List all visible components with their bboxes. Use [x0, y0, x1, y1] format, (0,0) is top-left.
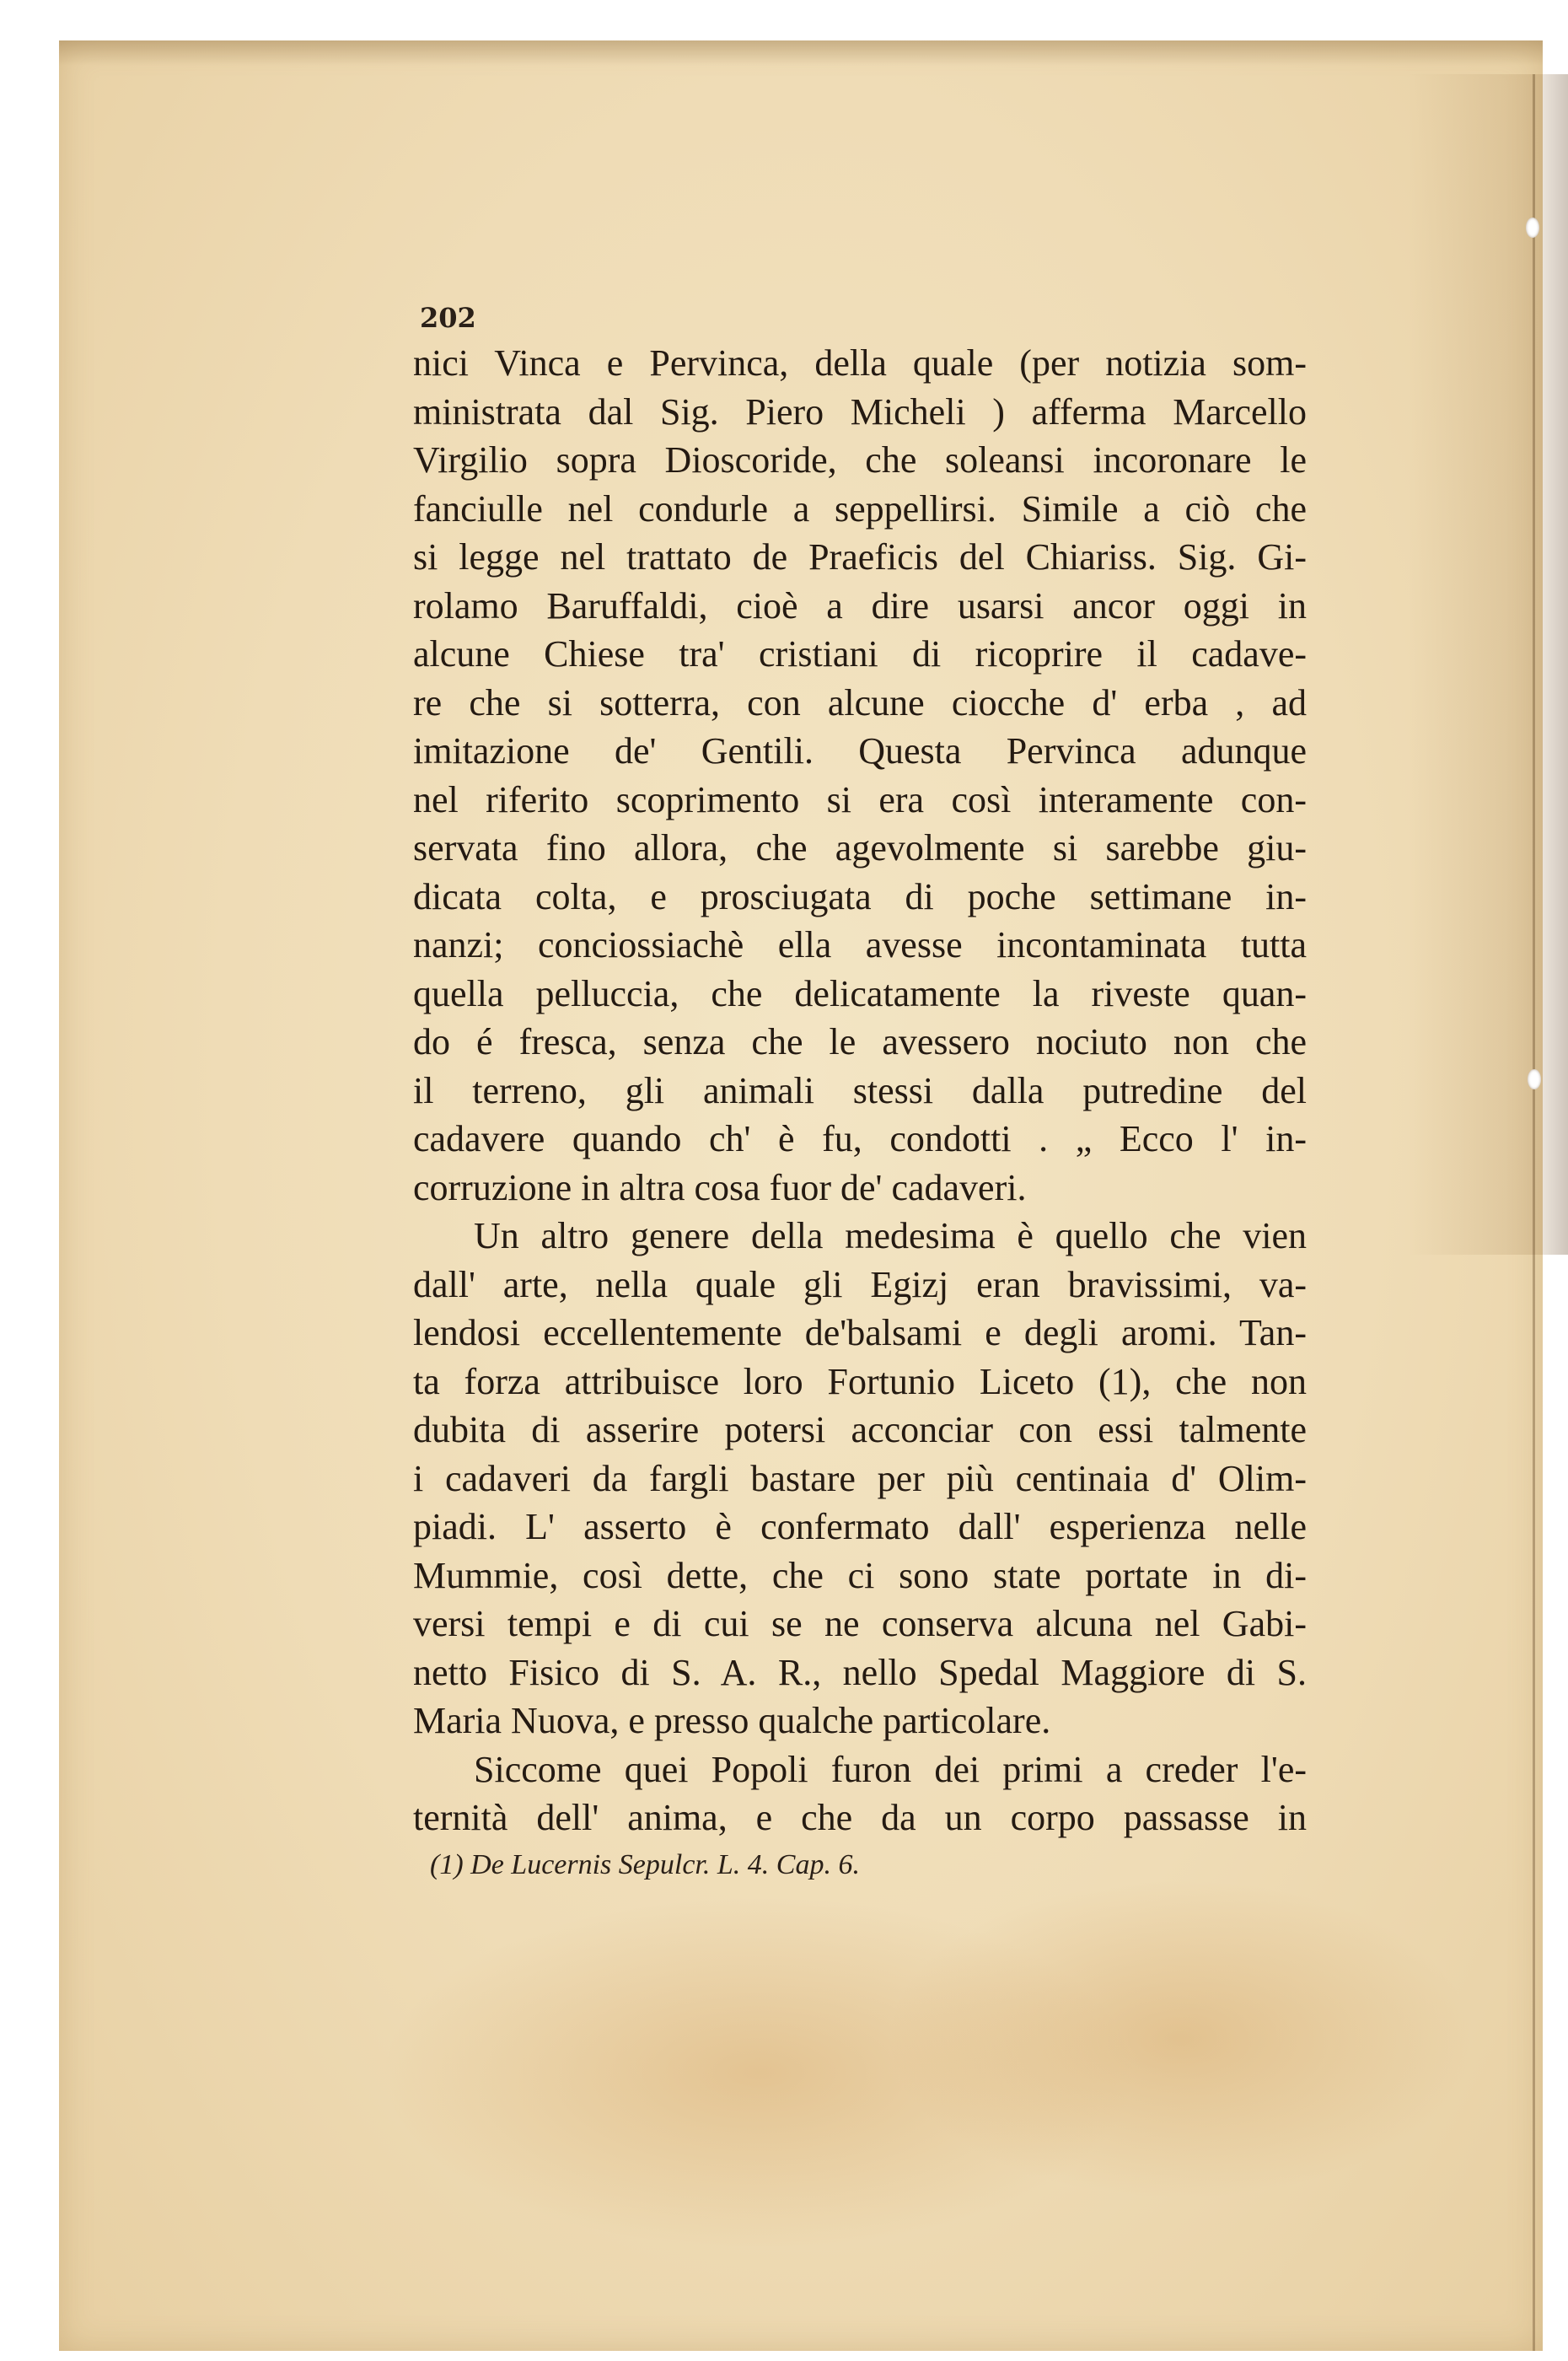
text-line: ternità dell' anima, e che da un corpo passasse in [413, 1797, 1307, 1838]
text-line: re che si sotterra, con alcune ciocche d' erba , ad [413, 681, 1307, 723]
text-line: lendosi eccellentemente de'balsami e degli aromi. Tan- [413, 1312, 1307, 1353]
binding-hole [1526, 218, 1539, 238]
text-line: nici Vinca e Pervinca, della quale (per notizia som- [413, 342, 1307, 384]
text-line: il terreno, gli animali stessi dalla putredine del [413, 1069, 1307, 1111]
page-number: 202 [420, 302, 476, 334]
text-line: Mummie, così dette, che ci sono state portate in di- [413, 1554, 1307, 1596]
text-line: nanzi; conciossiachè ella avesse incontaminata tutta [413, 924, 1307, 965]
text-line: versi tempi e di cui se ne conserva alcuna nel Gabi- [413, 1603, 1307, 1644]
text-line: Virgilio sopra Dioscoride, che soleansi incoronare le [413, 439, 1307, 481]
text-line: quella pelluccia, che delicatamente la riveste quan- [413, 972, 1307, 1014]
text-line: dicata colta, e prosciugata di poche settimane in- [413, 875, 1307, 917]
text-line: do é fresca, senza che le avessero nociuto non che [413, 1021, 1307, 1062]
binding-hole [1528, 1069, 1541, 1089]
text-line: Un altro genere della medesima è quello che vien [474, 1215, 1307, 1256]
text-line: imitazione de' Gentili. Questa Pervinca adunque [413, 730, 1307, 772]
footnote: (1) De Lucernis Sepulcr. L. 4. Cap. 6. [430, 1849, 860, 1880]
text-line: ta forza attribuisce loro Fortunio Liceto (1), che non [413, 1360, 1307, 1402]
text-line: i cadaveri da fargli bastare per più centinaia d' Olim- [413, 1457, 1307, 1499]
text-line: netto Fisico di S. A. R., nello Spedal Maggiore di S. [413, 1651, 1307, 1693]
text-line: servata fino allora, che agevolmente si sarebbe giu- [413, 827, 1307, 869]
text-line: rolamo Baruffaldi, cioè a dire usarsi ancor oggi in [413, 584, 1307, 627]
text-line: dubita di asserire potersi acconciar con essi talmente [413, 1409, 1307, 1450]
text-line: Siccome quei Popoli furon dei primi a creder l'e- [474, 1748, 1307, 1790]
text-line: nel riferito scoprimento si era così interamente con- [413, 778, 1307, 820]
text-line: fanciulle nel condurle a seppellirsi. Simile a ciò che [413, 487, 1307, 530]
spine-fold [1533, 74, 1535, 2351]
top-edge-shadow [59, 40, 1543, 66]
text-line: piadi. L' asserto è confermato dall' esperienza nelle [413, 1506, 1307, 1547]
text-line: ministrata dal Sig. Piero Micheli ) afferma Marcello [413, 390, 1307, 433]
text-line: cadavere quando ch' è fu, condotti . „ Ecco l' in- [413, 1118, 1307, 1159]
text-line: Maria Nuova, e presso qualche particolare. [413, 1700, 1051, 1741]
text-line: corruzione in altra cosa fuor de' cadaveri. [413, 1166, 1027, 1208]
spine-shadow [1408, 74, 1568, 1255]
text-line: dall' arte, nella quale gli Egizj eran bravissimi, va- [413, 1263, 1307, 1305]
text-line: si legge nel trattato de Praeficis del Chiariss. Sig. Gi- [413, 536, 1307, 578]
body-text [413, 339, 1307, 1842]
water-stain [885, 1879, 1475, 2199]
text-line: alcune Chiese tra' cristiani di ricoprire il cadave- [413, 633, 1307, 675]
